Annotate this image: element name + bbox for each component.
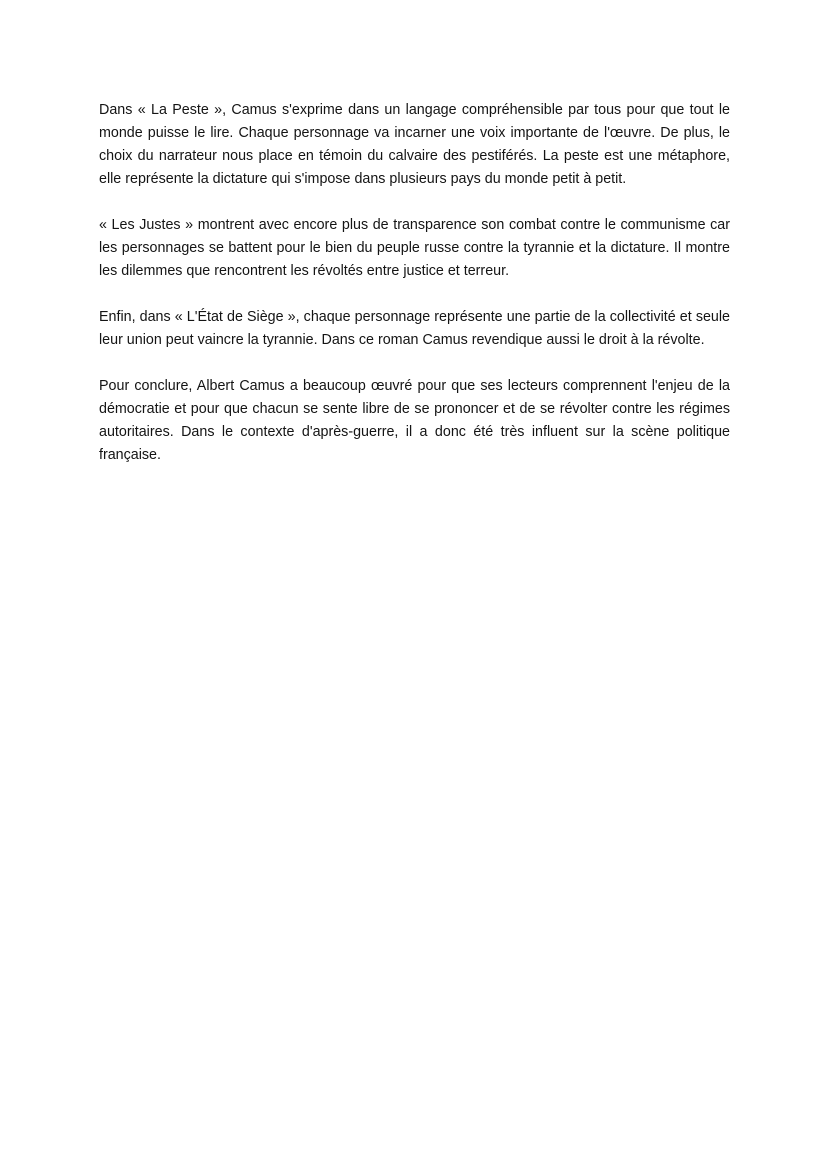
paragraph-les-justes: « Les Justes » montrent avec encore plus de transparence son combat contre le communisme car les personnages se battent pour le bien du peuple russe contre la tyrannie et la dictature. Il montre les dilemmes que rencontrent les révoltés entre justice et terreur. (99, 217, 730, 279)
paragraph-la-peste: Dans « La Peste », Camus s'exprime dans un langage compréhensible par tous pour que tout le monde puisse le lire. Chaque personnage va incarner une voix importante de l'œuvre. De plus, le choix du narrateur nous place en témoin du calvaire des pestiférés. La peste est une métaphore, elle représente la dictature qui s'impose dans plusieurs pays du monde petit à petit. (99, 102, 730, 187)
paragraph-conclusion: Pour conclure, Albert Camus a beaucoup œuvré pour que ses lecteurs comprennent l'enjeu de la démocratie et pour que chacun se sente libre de se prononcer et de se révolter contre les régimes autoritaires. Dans le contexte d'après-guerre, il a donc été très influent sur la scène politique française. (99, 378, 730, 463)
paragraph-etat-de-siege: Enfin, dans « L'État de Siège », chaque personnage représente une partie de la collectivité et seule leur union peut vaincre la tyrannie. Dans ce roman Camus revendique aussi le droit à la révolte. (99, 309, 730, 348)
document-body (99, 99, 730, 490)
